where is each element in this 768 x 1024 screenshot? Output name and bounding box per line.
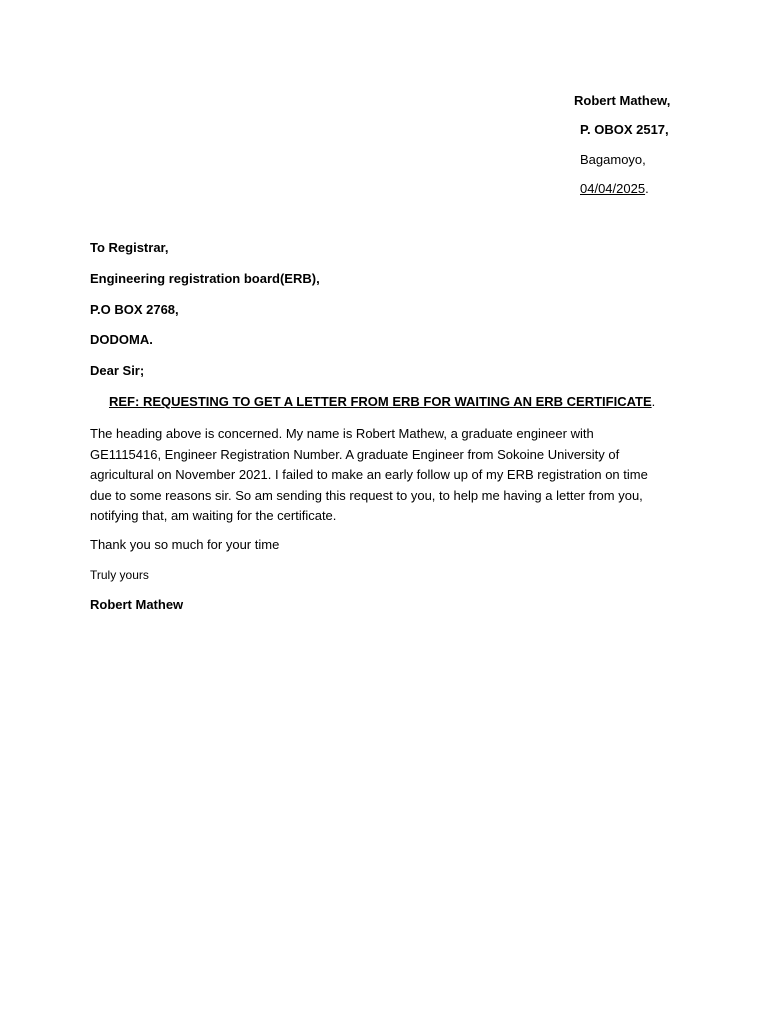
sender-name: Robert Mathew, [574,93,671,108]
recipient-board: Engineering registration board(ERB), [90,271,320,286]
sender-town: Bagamoyo, [580,152,646,167]
sender-po-box: P. OBOX 2517, [580,122,669,137]
reference-suffix: . [651,394,656,409]
signature-name: Robert Mathew [90,597,184,612]
reference-heading: REF: REQUESTING TO GET A LETTER FROM ERB FOR WAITING AN ERB CERTIFICATE [109,394,652,409]
recipient-po-box: P.O BOX 2768, [90,302,179,317]
closing-line: Truly yours [90,568,149,582]
thanks-line: Thank you so much for your time [90,537,280,552]
reference-line [109,394,655,410]
letter-date-suffix: . [645,181,649,196]
recipient-city: DODOMA. [90,332,153,347]
recipient-to: To Registrar, [90,240,169,255]
letter-body: The heading above is concerned. My name is Robert Mathew, a graduate engineer with GE1115416, Engineer Registration Number. A graduate Engineer from Sokoine University of agricultural on November 2021. I failed to make an early follow up of my ERB registration on time due to some reasons sir. So am sending this request to you, to help me having a letter from you, notifying that, am waiting for the certificate. [90,426,648,523]
salutation: Dear Sir; [90,363,145,378]
letter-date: 04/04/2025 [580,181,646,196]
letter-date-line [580,181,649,197]
